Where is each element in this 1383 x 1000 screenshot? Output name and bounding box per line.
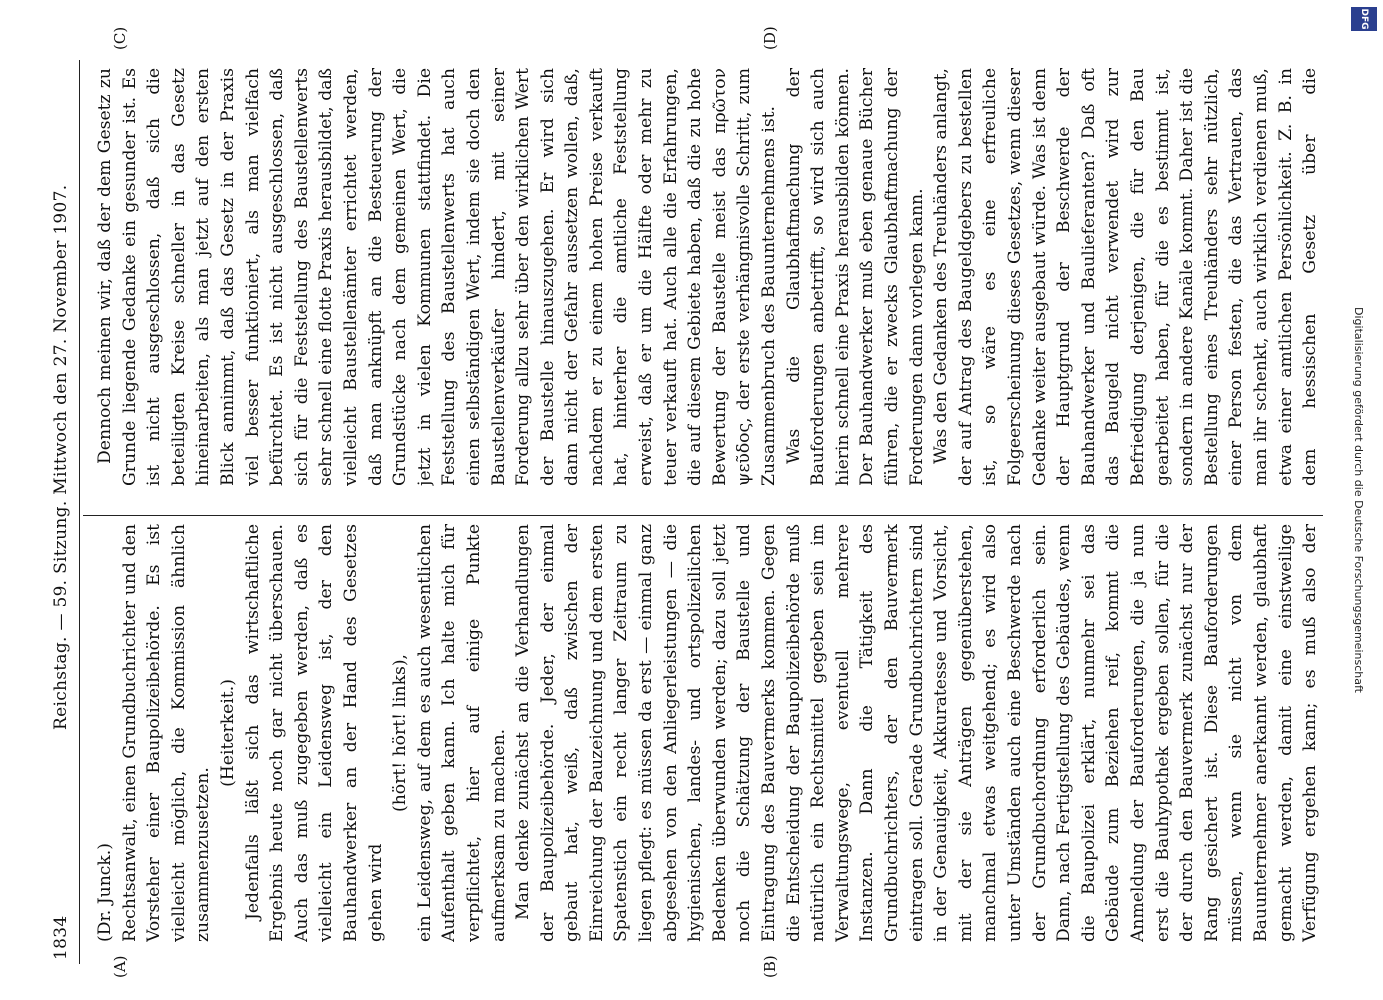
margin-marker-c: (C)	[111, 26, 129, 50]
page-number: 1834	[51, 915, 71, 960]
dfg-logo: DFG	[1351, 7, 1377, 31]
document-page	[31, 20, 1351, 980]
interjection: (hört! hört! links),	[390, 654, 411, 812]
paragraph: Rechtsanwalt, einen Grundbuchrichter und den Vorsteher einer Baupolizeibehörde. Es ist vielleicht möglich, die Kommission ähnlich zusammenzusetzen.	[119, 524, 214, 942]
digitization-credit: Digitalisierung gefördert durch die Deutsche Forschungsgemeinschaft	[1352, 307, 1365, 693]
header-rule	[79, 60, 80, 964]
paragraph: Dennoch meinen wir, daß der dem Gesetz zu Grunde liegende Gedanke ein gesunder ist. Es ist nicht ausgeschlossen, daß sich die beteiligten Kreise schneller in das Gesetz hineinarbeiten, als man jetzt auf den ersten Blick annimmt, daß das Gesetz in der Praxis viel besser funktioniert, als man vielfach befürchtet. Es ist nicht ausgeschlossen, daß sich für die Feststellung des Baustellenwerts sehr schnell eine flotte Praxis herausbildet, daß vielleicht Baustellenämter errichtet werden, daß man anknüpft an die Besteuerung der Grundstücke nach dem gemeinen Wert, die jetzt in vielen Kommunen stattfindet. Die Feststellung des Baustellenwerts hat auch einen selbständigen Wert, indem sie doch den Baustellenverkäufer hindert, mit seiner Forderung allzu sehr über den wirklichen Wert der Baustelle hinauszugehen. Er wird sich dann nicht der Gefahr aussetzen wollen, daß, nachdem er zu einem hohen Preise verkauft hat, hinterher die amtliche Feststellung erweist, daß er um die Hälfte oder mehr zu teuer verkauft hat. Auch alle die Erfahrungen, die auf diesem Gebiete haben, daß die zu hohe Bewertung der Baustelle meist das πρῶτον ψεῦδος, der erste verhängnisvolle Schritt, zum Zusammenbruch des Bauunternehmens ist.	[95, 68, 780, 486]
left-text-column	[93, 524, 1323, 942]
paragraph: Man denke zunächst an die Verhandlungen der Baupolizeibehörde. Jeder, der einmal gebaut hat, weiß, daß zwischen der Einreichung der Bauzeichnung und dem ersten Spatenstich ein recht langer Zeitraum zu liegen pflegt: es müssen da erst — einmal ganz abgesehen von den Anliegerleistungen — die hygienischen, landes- und ortspolizeilichen Bedenken überwunden werden; dazu soll jetzt noch die Schätzung der Baustelle und Eintragung des Bauvermerks kommen. Gegen die Entscheidung der Baupolizeibehörde muß natürlich ein Rechtsmittel gegeben sein im Verwaltungswege, eventuell mehrere Instanzen. Dann die Tätigkeit des Grundbuchrichters, der den Bauvermerk eintragen soll. Gerade Grundbuchrichtern sind in der Genauigkeit, Akkuratesse und Vorsicht, mit der sie Anträgen gegenüberstehen, manchmal etwas weitgehend; es wird also unter Umständen auch eine Beschwerde nach der Grundbuchordnung erforderlich sein. Dann, nach Fertigstellung des Gebäudes, wenn die Baupolizei erklärt, nunmehr sei das Gebäude zum Beziehen reif, kommt die Anmeldung der Bauforderungen, die ja nun erst die Bauhypothek ergeben sollen, für die der durch den Bauvermerk zunächst nur der Rang gesichert ist. Diese Bauforderungen müssen, wenn sie nicht von dem Bauunternehmer anerkannt werden, glaubhaft gemacht werden, damit eine einstweilige Verfügung ergehen kann; es muß also der	[513, 524, 1321, 942]
page-header	[47, 60, 77, 960]
paragraph: Was den Gedanken des Treuhänders anlangt, der auf Antrag des Baugeldgebers zu bestellen ist, so wäre es eine erfreuliche Folgeerscheinung dieses Gesetzes, wenn dieser Gedanke weiter ausgebaut würde. Was ist denn der Hauptgrund der Beschwerde der Bauhandwerker und Baulieferanten? Daß oft das Baugeld nicht verwendet wird zur Befriedigung derjenigen, die für den Bau gearbeitet haben, für die es bestimmt ist, sondern in andere Kanäle kommt. Daher ist die Bestellung eines Treuhänders sehr nützlich, einer Person festen, die das Vertrauen, das man ihr schenkt, auch wirklich verdienen muß, etwa einer amtlichen Persönlichkeit. Z. B. in dem hessischen Gesetz über die	[931, 68, 1321, 486]
paragraph: ein Leidensweg, auf dem es auch wesentlichen Aufenthalt geben kann. Ich halte mich für verpflichtet, hier auf einige Punkte aufmerksam zu machen.	[414, 524, 509, 942]
margin-marker-b: (B)	[761, 955, 779, 978]
margin-marker-d: (D)	[761, 26, 779, 50]
interjection: (Heiterkeit.)	[217, 679, 238, 787]
margin-marker-a: (A)	[111, 955, 129, 978]
column-divider	[83, 515, 1323, 516]
speaker-label: (Dr. Junck.)	[95, 843, 115, 942]
running-title: Reichstag. — 59. Sitzung. Mittwoch den 27. November 1907.	[51, 184, 71, 730]
paragraph: Was die Glaubhaftmachung der Bauforderungen anbetrifft, so wird sich auch hierin schnell eine Praxis herausbilden können. Der Bauhandwerker muß eben genaue Bücher führen, die er zwecks Glaubhaftmachung der Forderungen dann vorlegen kann.	[783, 68, 927, 486]
right-text-column	[93, 68, 1323, 486]
paragraph: Jedenfalls läßt sich das wirtschaftliche Ergebnis heute noch gar nicht überschauen. Auch das muß zugegeben werden, daß es vielleicht ein Leidensweg ist, der den Bauhandwerker an der Hand des Gesetzes gehen wird	[242, 524, 386, 942]
